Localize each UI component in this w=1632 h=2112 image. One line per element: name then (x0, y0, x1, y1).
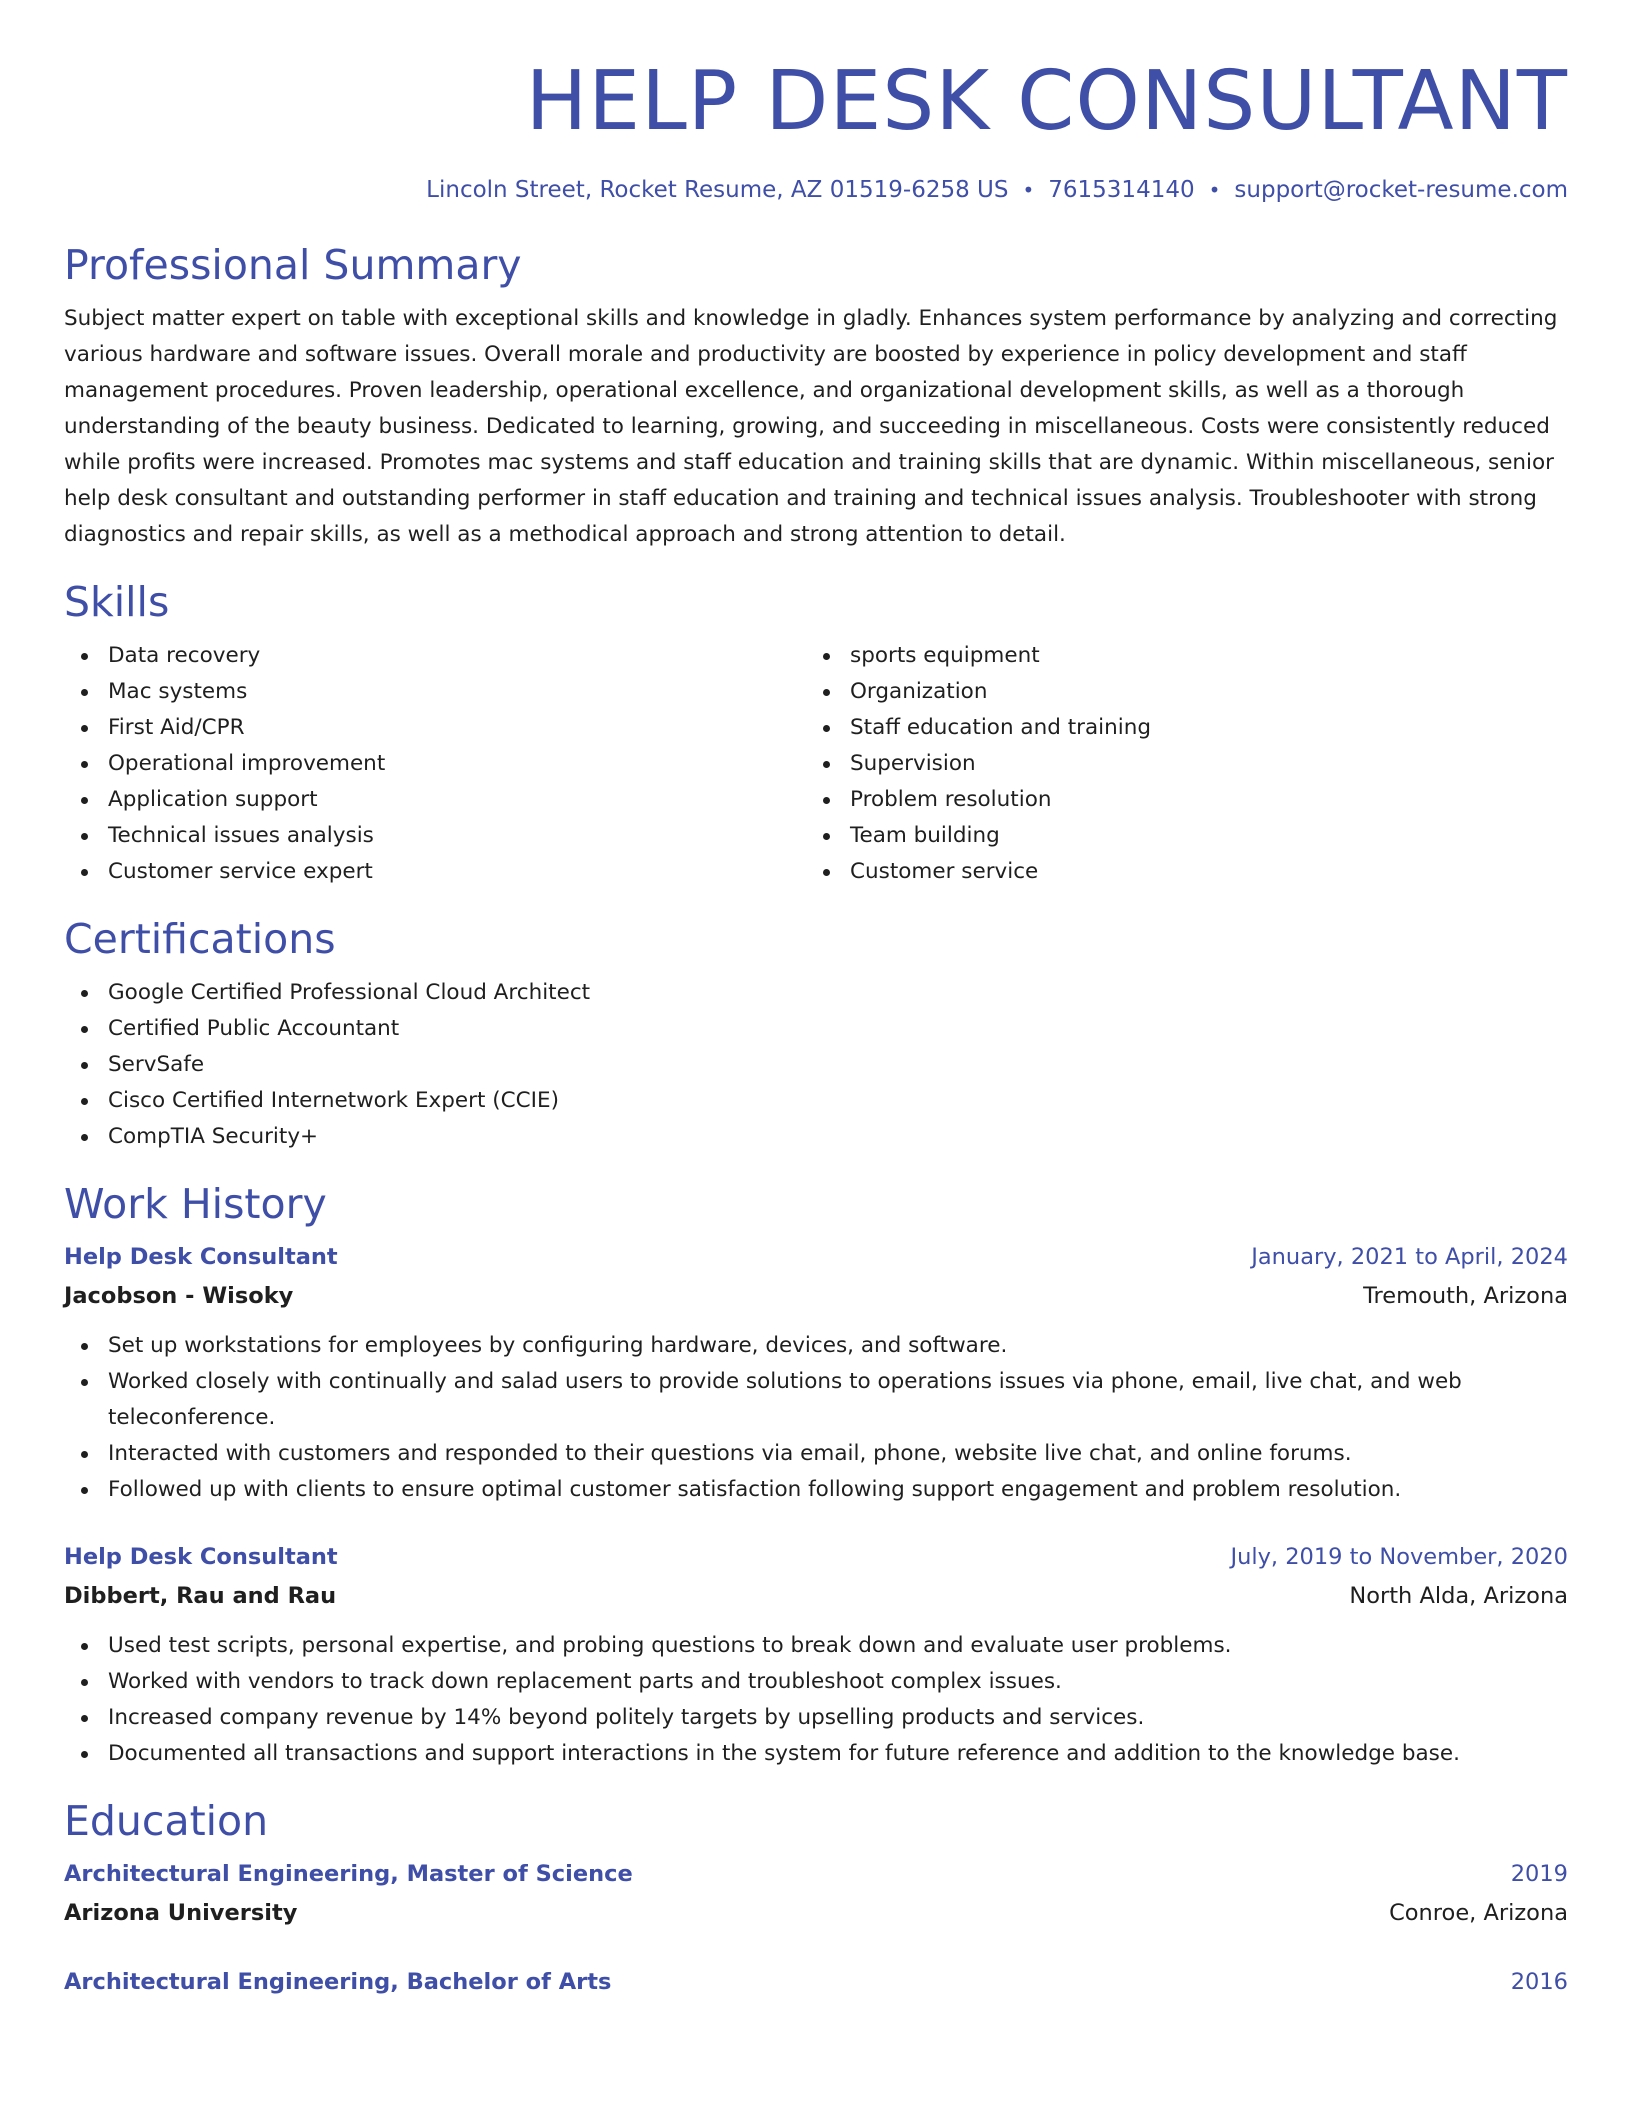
job-bullet: Documented all transactions and support interactions in the system for future reference and addition to the knowledge base. (64, 1736, 1568, 1772)
education-heading: Education (64, 1797, 269, 1845)
skill-item: Operational improvement (64, 746, 806, 782)
skill-item: Data recovery (64, 638, 806, 674)
certifications-section (64, 913, 1568, 1155)
job-bullet: Increased company revenue by 14% beyond politely targets by upselling products and services. (64, 1700, 1568, 1736)
job-subheader (64, 1276, 1568, 1316)
skill-item: sports equipment (806, 638, 1548, 674)
education-year: 2019 (1510, 1861, 1568, 1887)
skill-item: First Aid/CPR (64, 710, 806, 746)
job-bullet: Worked closely with continually and salad users to provide solutions to operations issues via phone, email, live chat, and web teleconference. (64, 1364, 1568, 1436)
job-header (64, 1538, 1568, 1576)
skills-list-left (64, 638, 806, 890)
skill-item: Staff education and training (806, 710, 1548, 746)
education-degree: Architectural Engineering, Master of Science (64, 1861, 633, 1887)
education-school: Arizona University (64, 1900, 298, 1926)
job-subheader (64, 1576, 1568, 1616)
skill-item: Mac systems (64, 674, 806, 710)
job-bullet: Followed up with clients to ensure optimal customer satisfaction following support engagement and problem resolution. (64, 1472, 1568, 1508)
separator-dot: • (1022, 178, 1035, 202)
separator-dot: • (1208, 178, 1221, 202)
skill-item: Team building (806, 818, 1548, 854)
skill-item: Problem resolution (806, 782, 1548, 818)
certification-item: Google Certified Professional Cloud Architect (64, 975, 1568, 1011)
skill-item: Customer service (806, 854, 1548, 890)
job-entry (64, 1238, 1568, 1508)
skills-list-right (806, 638, 1548, 890)
contact-line (64, 174, 1568, 206)
education-header (64, 1963, 1568, 2001)
skills-grid (64, 638, 1568, 890)
job-company: Jacobson - Wisoky (64, 1283, 294, 1309)
job-title: Help Desk Consultant (64, 1244, 338, 1270)
contact-phone: 7615314140 (1048, 177, 1195, 203)
education-header (64, 1855, 1568, 1893)
work-section (64, 1178, 1568, 1772)
certification-item: Cisco Certified Internetwork Expert (CCIE) (64, 1083, 1568, 1119)
summary-section (64, 239, 1568, 553)
education-entry (64, 1963, 1568, 2001)
contact-address: Lincoln Street, Rocket Resume, AZ 01519-6258 US (426, 177, 1009, 203)
job-bullets (64, 1628, 1568, 1772)
summary-heading: Professional Summary (64, 241, 522, 289)
job-company: Dibbert, Rau and Rau (64, 1583, 337, 1609)
job-bullet: Worked with vendors to track down replacement parts and troubleshoot complex issues. (64, 1664, 1568, 1700)
education-degree: Architectural Engineering, Bachelor of Arts (64, 1969, 612, 1995)
job-bullets (64, 1328, 1568, 1508)
certifications-heading: Certifications (64, 915, 336, 963)
job-header (64, 1238, 1568, 1276)
education-subheader (64, 1893, 1568, 1933)
resume-page (64, 0, 1568, 2001)
education-year: 2016 (1510, 1969, 1568, 1995)
summary-text: Subject matter expert on table with exceptional skills and knowledge in gladly. Enhances system performance by analyzing and correcting various hardware and software issues. Overall morale and productivity are boosted by experience in policy development and staff management procedures. Proven leadership, operational excellence, and organizational development skills, as well as a thorough understanding of the beauty business. Dedicated to learning, growing, and succeeding in miscellaneous. Costs were consistently reduced while profits were increased. Promotes mac systems and staff education and training skills that are dynamic. Within miscellaneous, senior help desk consultant and outstanding performer in staff education and training and technical issues analysis. Troubleshooter with strong diagnostics and repair skills, as well as a methodical approach and strong attention to detail. (64, 306, 1558, 547)
job-dates: January, 2021 to April, 2024 (1251, 1244, 1568, 1270)
resume-title: HELP DESK CONSULTANT (525, 54, 1568, 149)
job-bullet: Used test scripts, personal expertise, and probing questions to break down and evaluate user problems. (64, 1628, 1568, 1664)
job-dates: July, 2019 to November, 2020 (1230, 1544, 1568, 1570)
job-location: North Alda, Arizona (1349, 1583, 1568, 1609)
certifications-list (64, 975, 1568, 1155)
education-section (64, 1795, 1568, 2001)
skill-item: Application support (64, 782, 806, 818)
skill-item: Technical issues analysis (64, 818, 806, 854)
job-entry (64, 1538, 1568, 1772)
skill-item: Organization (806, 674, 1548, 710)
certification-item: Certified Public Accountant (64, 1011, 1568, 1047)
skill-item: Customer service expert (64, 854, 806, 890)
certification-item: CompTIA Security+ (64, 1119, 1568, 1155)
skills-heading: Skills (64, 578, 170, 626)
work-heading: Work History (64, 1180, 327, 1228)
job-title: Help Desk Consultant (64, 1544, 338, 1570)
job-bullet: Set up workstations for employees by configuring hardware, devices, and software. (64, 1328, 1568, 1364)
job-bullet: Interacted with customers and responded to their questions via email, phone, website live chat, and online forums. (64, 1436, 1568, 1472)
education-location: Conroe, Arizona (1389, 1900, 1568, 1926)
skills-section (64, 576, 1568, 890)
job-location: Tremouth, Arizona (1363, 1283, 1568, 1309)
skill-item: Supervision (806, 746, 1548, 782)
contact-email[interactable]: support@rocket-resume.com (1234, 177, 1568, 203)
education-entry (64, 1855, 1568, 1933)
certification-item: ServSafe (64, 1047, 1568, 1083)
